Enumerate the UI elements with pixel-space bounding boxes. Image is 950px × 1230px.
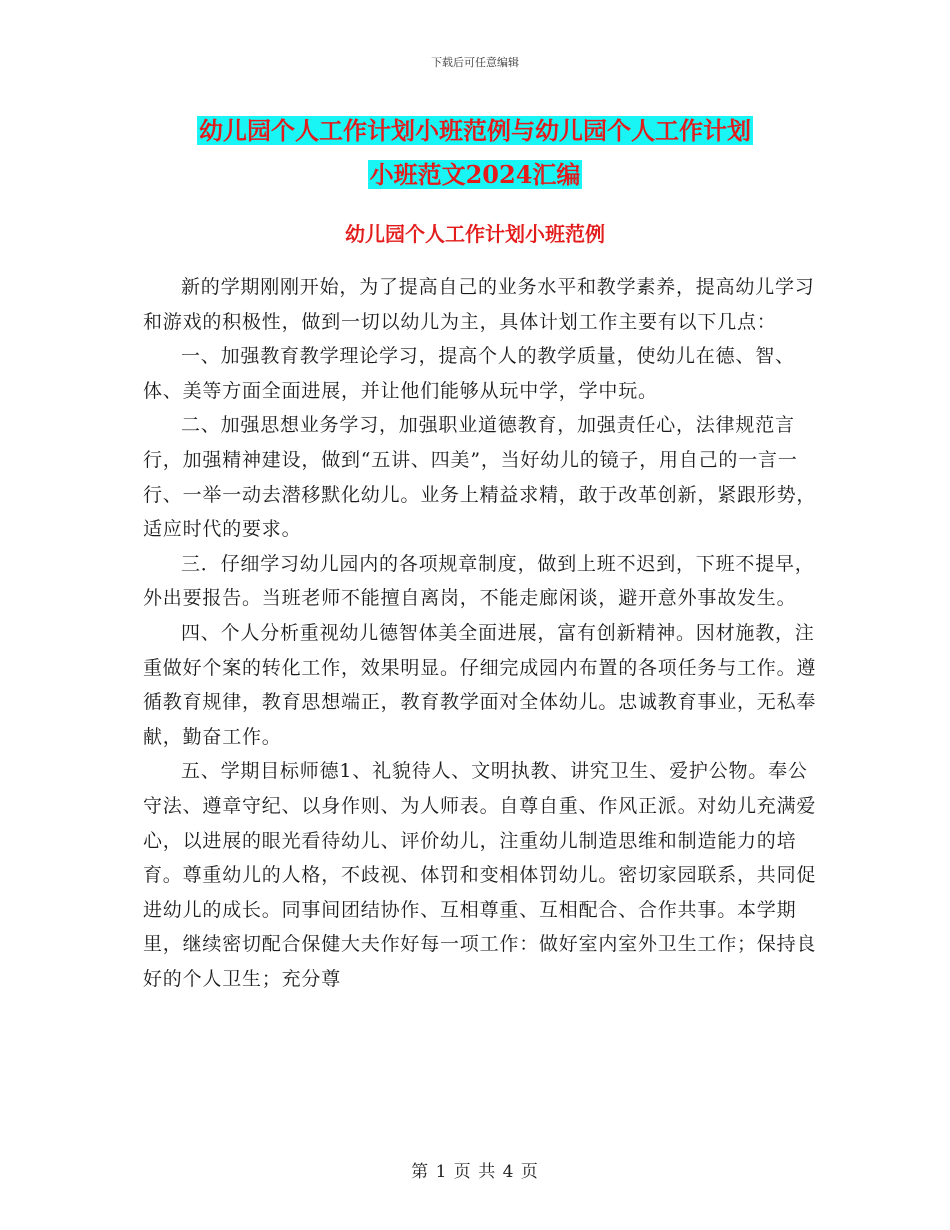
document-title-line-1 <box>0 108 950 154</box>
paragraph-item-2: 二、加强思想业务学习，加强职业道德教育，加强责任心，法律规范言行，加强精神建设，做到“五讲、四美”，当好幼儿的镜子，用自己的一言一行、一举一动去潜移默化幼儿。业务上精益求精，敢于改革创新，紧跟形势，适应时代的要求。 <box>143 414 817 541</box>
document-body <box>143 270 823 996</box>
page-number-footer: 第 1 页 共 4 页 <box>411 1162 539 1182</box>
paragraph-item-5: 五、学期目标师德1、礼貌待人、文明执教、讲究卫生、爱护公物。奉公守法、遵章守纪、以身作则、为人师表。自尊自重、作风正派。对幼儿充满爱心，以进展的眼光看待幼儿、评价幼儿，注重幼儿制造思维和制造能力的培育。尊重幼儿的人格，不歧视、体罚和变相体罚幼儿。密切家园联系，共同促进幼儿的成长。同事间团结协作、互相尊重、互相配合、合作共事。本学期里，继续密切配合保健大夫作好每一项工作：做好室内室外卫生工作；保持良好的个人卫生；充分尊 <box>143 760 817 990</box>
paragraph-intro: 新的学期刚刚开始，为了提高自己的业务水平和教学素养，提高幼儿学习和游戏的积极性，做到一切以幼儿为主，具体计划工作主要有以下几点： <box>143 276 815 333</box>
document-title-line-2 <box>0 152 950 198</box>
paragraph-item-3: 三．仔细学习幼儿园内的各项规章制度，做到上班不迟到，下班不提早，外出要报告。当班老师不能擅自离岗，不能走廊闲谈，避开意外事故发生。 <box>143 552 815 610</box>
page-header-note: 下载后可任意编辑 <box>431 56 519 69</box>
paragraph-item-1: 一、加强教育教学理论学习，提高个人的教学质量，使幼儿在德、智、体、美等方面全面进展，并让他们能够从玩中学，学中玩。 <box>143 345 795 402</box>
document-title-line-2-text: 小班范文2024汇编 <box>369 160 581 189</box>
paragraph-item-4: 四、个人分析重视幼儿德智体美全面进展，富有创新精神。因材施教，注重做好个案的转化工作，效果明显。仔细完成园内布置的各项任务与工作。遵循教育规律，教育思想端正，教育教学面对全体幼儿。忠诚教育事业，无私奉献，勤奋工作。 <box>143 621 817 748</box>
document-title-line-1-text: 幼儿园个人工作计划小班范例与幼儿园个人工作计划 <box>199 116 751 145</box>
section-heading: 幼儿园个人工作计划小班范例 <box>345 222 605 246</box>
